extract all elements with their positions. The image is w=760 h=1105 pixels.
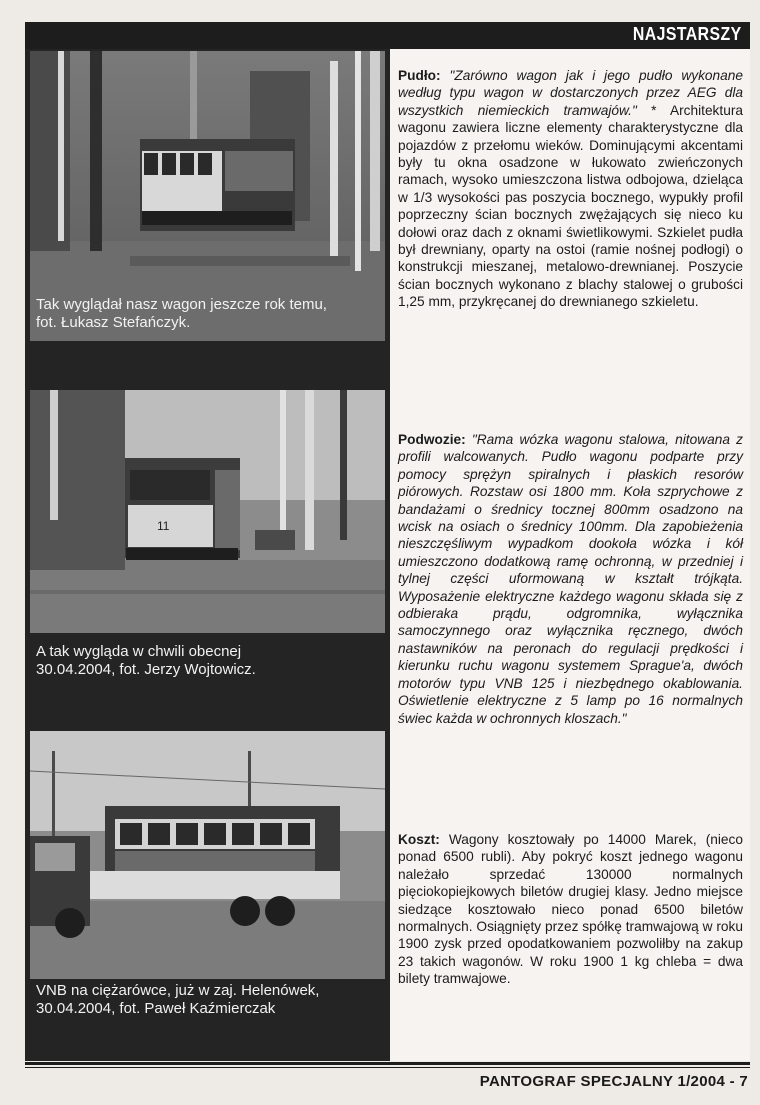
pudlo-heading: Pudło:	[398, 68, 441, 83]
pudlo-body: * Architektura wagonu zawiera liczne elementy charakterystyczne dla pojazdów z przełomu wieków. Dominującymi akcentami były tu okna osadzone w łukowato zwieńczonych ramach, wysoko umieszczona listwa odbojowa, dzieląca w 1/3 wysokości pas poszycia bocznego, wypukły profil poprzeczny ścian bocznych zwężających się nieco ku dołowi oraz dach z oknami świetlikowymi. Szkielet pudła był drewniany, oparty na ostoi (ramie nośnej podłogi) o konstrukcji mieszanej, metalowo-drewnianej. Poszycie ścian bocznych wykonano z blachy stalowej o grubości 1,25 mm, przykręcanej do drewnianego szkieletu.	[398, 102, 743, 310]
caption-photo-3-line1: VNB na ciężarówce, już w zaj. Helenówek,	[36, 982, 320, 999]
photo-tram-on-truck	[30, 731, 385, 979]
caption-photo-3-line2: 30.04.2004, fot. Paweł Kaźmierczak	[36, 1000, 276, 1017]
podwozie-body: "Rama wózka wagonu stalowa, nitowana z profili walcowanych. Pudło wagonu podparte przy pomocy sprężyn spiralnych i płaskich resorów piórowych. Rozstaw osi 1800 mm. Koła szprychowe z bandażami o średnicy tocznej 800mm osadzono na wcisk na osiach o średnicy 100mm. Dla zapobieżenia nieszczęśliwym wypadkom dookoła wózka i kół umieszczono dodatkową ramę ochronną, w przedniej i tylnej części uformowaną w kształt trójkąta. Wyposażenie elektryczne każdego wagonu składa się z odbieraka prądu, odgromnika, wyłącznika samoczynnego oraz wyłącznika ręcznego, dwóch nastawników na peronach do regulacji prędkości i kierunku ruchu wagonu systemem Sprague'a, dwóch motorów typu VNB 125 i niezbędnego okablowania. Oświetlenie elektryczne z 5 lamp po 16 normalnych świec każda w ochronnych kloszach."	[398, 432, 743, 726]
koszt-heading: Koszt:	[398, 832, 440, 847]
caption-photo-2	[36, 643, 386, 679]
koszt-body: Wagony kosztowały po 14000 Marek, (nieco ponad 6500 rubli). Aby pokryć koszt jednego wagonu należało sprzedać 130000 normalnych pięciokopiejkowych biletów drugiej klasy. Jedno miejsce siedzące kosztowało nieco ponad 6500 biletów normalnych. Osiągnięty przez spółkę tramwajową w roku 1900 zysk przed opodatkowaniem pozwoliłby na zakup 23 takich wagonów. W roku 1900 1 kg chleba = dwa bilety tramwajowe.	[398, 832, 743, 987]
caption-photo-2-line1: A tak wygląda w chwili obecnej	[36, 643, 242, 660]
caption-photo-1-line2: fot. Łukasz Stefańczyk.	[36, 314, 191, 331]
footer-rule	[25, 1062, 750, 1065]
caption-photo-2-line2: 30.04.2004, fot. Jerzy Wojtowicz.	[36, 661, 256, 678]
section-koszt	[398, 831, 743, 988]
section-pudlo	[398, 67, 743, 311]
section-podwozie	[398, 431, 743, 727]
photo-column	[25, 49, 390, 1061]
svg-text:11: 11	[157, 519, 170, 533]
caption-photo-1-line1: Tak wyglądał nasz wagon jeszcze rok temu,	[36, 296, 327, 313]
footer-rule-thin	[25, 1067, 750, 1068]
pudlo-quote: "Zarówno wagon jak i jego pudło wykonane według typu wagon w dostarczonych przez AEG dla wszystkich niemieckich tramwajów."	[398, 68, 743, 118]
caption-photo-3	[36, 982, 386, 1018]
photo-tram-now	[30, 390, 385, 633]
header-bar	[25, 22, 750, 49]
podwozie-heading: Podwozie:	[398, 432, 466, 447]
article-column	[390, 49, 750, 1061]
page-footer: PANTOGRAF SPECJALNY 1/2004 - 7	[479, 1073, 748, 1090]
section-tag: NAJSTARSZY	[633, 24, 742, 44]
caption-photo-1	[36, 296, 386, 332]
